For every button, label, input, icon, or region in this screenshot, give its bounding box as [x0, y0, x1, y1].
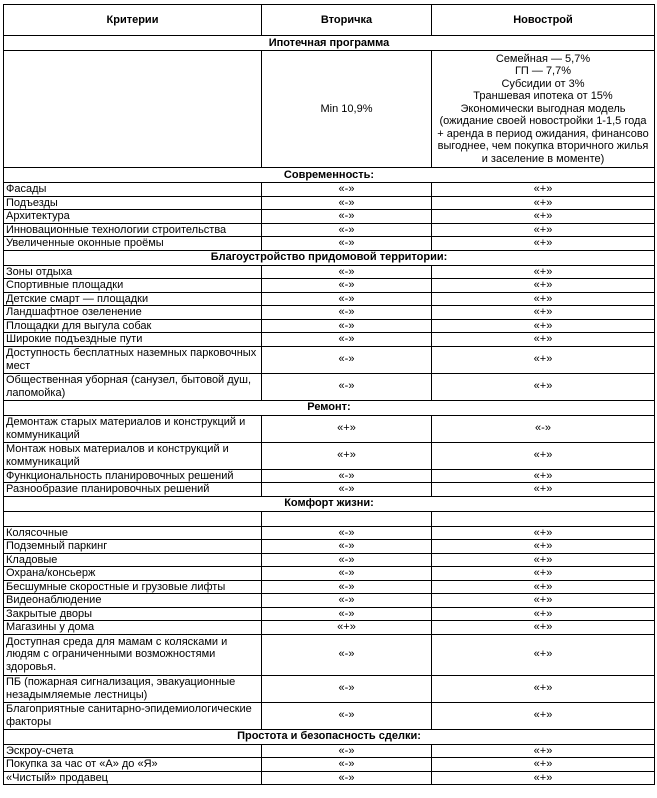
secondary-cell: «+»	[262, 621, 432, 635]
secondary-cell: «-»	[262, 333, 432, 347]
newbuild-cell: «+»	[432, 306, 655, 320]
mortgage-line: выгоднее, чем покупка вторичного жилья	[437, 140, 649, 153]
newbuild-cell: «+»	[432, 744, 655, 758]
newbuild-cell: «+»	[432, 607, 655, 621]
newbuild-cell: «+»	[432, 237, 655, 251]
table-row	[4, 483, 655, 497]
criteria-cell: «Чистый» продавец	[4, 771, 262, 785]
table-row	[4, 607, 655, 621]
criteria-cell: Ландшафтное озеленение	[4, 306, 262, 320]
criteria-cell: Детские смарт — площадки	[4, 292, 262, 306]
newbuild-cell: «+»	[432, 346, 655, 373]
table-row	[4, 621, 655, 635]
newbuild-cell: «+»	[432, 279, 655, 293]
table-row	[4, 758, 655, 772]
section-title-mortgage: Ипотечная программа	[4, 36, 655, 51]
newbuild-cell: «+»	[432, 540, 655, 554]
criteria-cell: Функциональность планировочных решений	[4, 469, 262, 483]
newbuild-cell: «+»	[432, 621, 655, 635]
secondary-cell: «-»	[262, 265, 432, 279]
table-row	[4, 675, 655, 702]
table-row	[4, 265, 655, 279]
section-row-deal	[4, 729, 655, 744]
newbuild-cell: «+»	[432, 442, 655, 469]
table-row	[4, 744, 655, 758]
table-row-mortgage	[4, 51, 655, 168]
mortgage-line: Экономически выгодная модель	[460, 102, 626, 115]
criteria-cell: Бесшумные скоростные и грузовые лифты	[4, 580, 262, 594]
mortgage-line: + аренда в период ожидания, финансово	[437, 127, 649, 140]
secondary-cell: «-»	[262, 210, 432, 224]
criteria-cell: Широкие подъездные пути	[4, 333, 262, 347]
table-header-row	[4, 5, 655, 36]
newbuild-cell: «+»	[432, 196, 655, 210]
criteria-cell: Благоприятные санитарно-эпидемиологические факторы	[4, 702, 262, 729]
table-row	[4, 771, 655, 785]
secondary-cell: «-»	[262, 744, 432, 758]
newbuild-cell: «+»	[432, 594, 655, 608]
table-row	[4, 196, 655, 210]
secondary-cell: «-»	[262, 469, 432, 483]
newbuild-cell: «+»	[432, 292, 655, 306]
secondary-cell: «-»	[262, 634, 432, 675]
section-title-modernity: Современность:	[4, 168, 655, 183]
table-row	[4, 553, 655, 567]
criteria-cell: ПБ (пожарная сигнализация, эвакуационные незадымляемые лестницы)	[4, 675, 262, 702]
criteria-cell: Монтаж новых материалов и конструкций и коммуникаций	[4, 442, 262, 469]
criteria-cell: Инновационные технологии строительства	[4, 223, 262, 237]
criteria-cell: Спортивные площадки	[4, 279, 262, 293]
mortgage-criteria-cell	[4, 51, 262, 168]
newbuild-cell: «+»	[432, 265, 655, 279]
secondary-cell: «-»	[262, 771, 432, 785]
table-row	[4, 279, 655, 293]
empty-row	[4, 511, 655, 526]
criteria-cell: Закрытые дворы	[4, 607, 262, 621]
criteria-cell: Площадки для выгула собак	[4, 319, 262, 333]
table-row	[4, 292, 655, 306]
table-row	[4, 469, 655, 483]
header-criteria: Критерии	[4, 5, 262, 36]
newbuild-cell: «+»	[432, 580, 655, 594]
mortgage-newbuild-cell	[432, 51, 655, 168]
criteria-cell: Эскроу-счета	[4, 744, 262, 758]
criteria-cell: Охрана/консьерж	[4, 567, 262, 581]
secondary-cell: «-»	[262, 319, 432, 333]
section-row-repair	[4, 400, 655, 415]
secondary-cell: «-»	[262, 540, 432, 554]
newbuild-cell: «-»	[432, 415, 655, 442]
table-row	[4, 702, 655, 729]
table-row	[4, 333, 655, 347]
criteria-cell: Увеличенные оконные проёмы	[4, 237, 262, 251]
secondary-cell: «-»	[262, 306, 432, 320]
newbuild-cell: «+»	[432, 702, 655, 729]
table-row	[4, 526, 655, 540]
newbuild-cell: «+»	[432, 483, 655, 497]
newbuild-cell: «+»	[432, 223, 655, 237]
header-newbuild: Новострой	[432, 5, 655, 36]
table-row	[4, 594, 655, 608]
section-title-comfort: Комфорт жизни:	[4, 496, 655, 511]
secondary-cell: «-»	[262, 675, 432, 702]
section-title-deal: Простота и безопасность сделки:	[4, 729, 655, 744]
newbuild-cell: «+»	[432, 526, 655, 540]
criteria-cell: Покупка за час от «А» до «Я»	[4, 758, 262, 772]
secondary-cell: «+»	[262, 442, 432, 469]
secondary-cell: «-»	[262, 483, 432, 497]
table-row	[4, 319, 655, 333]
table-row	[4, 540, 655, 554]
criteria-cell: Подъезды	[4, 196, 262, 210]
header-secondary: Вторичка	[262, 5, 432, 36]
table-row	[4, 346, 655, 373]
secondary-cell: «-»	[262, 702, 432, 729]
secondary-cell: «+»	[262, 415, 432, 442]
criteria-cell: Фасады	[4, 183, 262, 197]
secondary-cell: «-»	[262, 373, 432, 400]
criteria-cell: Магазины у дома	[4, 621, 262, 635]
mortgage-line: Субсидии от 3%	[501, 77, 585, 90]
mortgage-line: Траншевая ипотека от 15%	[473, 90, 613, 103]
mortgage-secondary-cell: Min 10,9%	[262, 51, 432, 168]
secondary-cell: «-»	[262, 758, 432, 772]
newbuild-cell: «+»	[432, 771, 655, 785]
table-row	[4, 567, 655, 581]
secondary-cell: «-»	[262, 580, 432, 594]
section-row-mortgage	[4, 36, 655, 51]
criteria-cell: Общественная уборная (санузел, бытовой душ, лапомойка)	[4, 373, 262, 400]
newbuild-cell: «+»	[432, 333, 655, 347]
criteria-cell: Разнообразие планировочных решений	[4, 483, 262, 497]
table-row	[4, 580, 655, 594]
table-row	[4, 634, 655, 675]
newbuild-cell: «+»	[432, 634, 655, 675]
criteria-cell: Архитектура	[4, 210, 262, 224]
secondary-cell: «-»	[262, 183, 432, 197]
secondary-cell: «-»	[262, 567, 432, 581]
table-row	[4, 210, 655, 224]
criteria-cell: Доступность бесплатных наземных парковочных мест	[4, 346, 262, 373]
secondary-cell: «-»	[262, 196, 432, 210]
mortgage-line: и заселение в моменте)	[481, 152, 605, 165]
newbuild-cell: «+»	[432, 567, 655, 581]
newbuild-cell: «+»	[432, 210, 655, 224]
table-row	[4, 306, 655, 320]
criteria-cell: Кладовые	[4, 553, 262, 567]
secondary-cell: «-»	[262, 292, 432, 306]
section-title-landscaping: Благоустройство придомовой территории:	[4, 250, 655, 265]
newbuild-cell: «+»	[432, 373, 655, 400]
mortgage-line: (ожидание своей новостройки 1-1,5 года	[439, 115, 647, 128]
secondary-cell: «-»	[262, 346, 432, 373]
newbuild-cell: «+»	[432, 319, 655, 333]
newbuild-cell: «+»	[432, 675, 655, 702]
table-row	[4, 373, 655, 400]
secondary-cell: «-»	[262, 237, 432, 251]
newbuild-cell: «+»	[432, 758, 655, 772]
criteria-cell: Видеонаблюдение	[4, 594, 262, 608]
secondary-cell: «-»	[262, 607, 432, 621]
secondary-cell: «-»	[262, 279, 432, 293]
table-row	[4, 183, 655, 197]
secondary-cell: «-»	[262, 526, 432, 540]
section-row-modernity	[4, 168, 655, 183]
table-row	[4, 223, 655, 237]
section-row-comfort	[4, 496, 655, 511]
criteria-cell: Подземный паркинг	[4, 540, 262, 554]
criteria-cell: Зоны отдыха	[4, 265, 262, 279]
comparison-table	[3, 4, 655, 785]
table-row	[4, 442, 655, 469]
section-row-landscaping	[4, 250, 655, 265]
section-title-repair: Ремонт:	[4, 400, 655, 415]
mortgage-line: Семейная — 5,7%	[495, 52, 591, 65]
criteria-cell: Доступная среда для мамам с колясками и людям с ограниченными возможностями здоровья.	[4, 634, 262, 675]
mortgage-line: ГП — 7,7%	[514, 65, 572, 78]
criteria-cell: Колясочные	[4, 526, 262, 540]
newbuild-cell: «+»	[432, 183, 655, 197]
secondary-cell: «-»	[262, 553, 432, 567]
secondary-cell: «-»	[262, 223, 432, 237]
criteria-cell: Демонтаж старых материалов и конструкций и коммуникаций	[4, 415, 262, 442]
secondary-cell: «-»	[262, 594, 432, 608]
newbuild-cell: «+»	[432, 553, 655, 567]
newbuild-cell: «+»	[432, 469, 655, 483]
table-row	[4, 415, 655, 442]
table-row	[4, 237, 655, 251]
